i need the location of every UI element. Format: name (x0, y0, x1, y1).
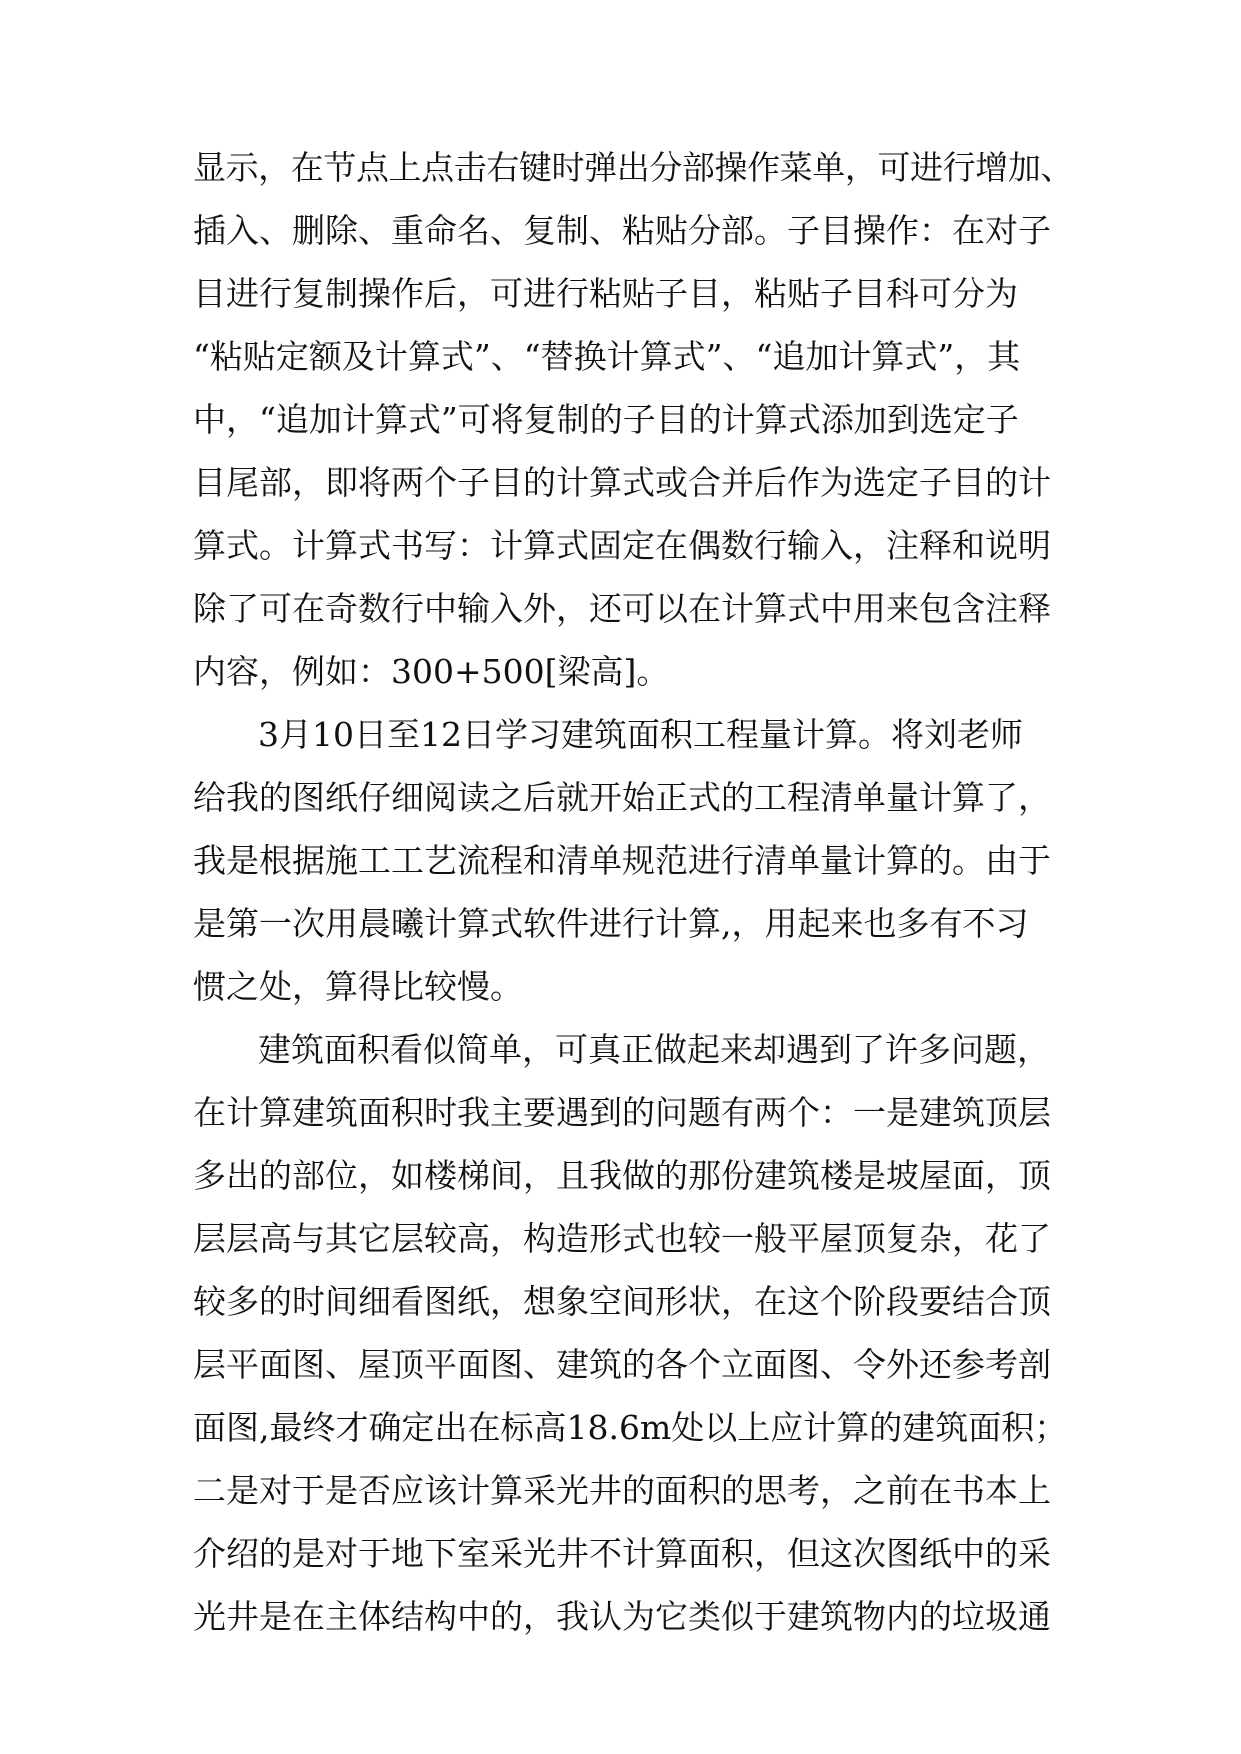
text-line: 二是对于是否应该计算采光井的面积的思考，之前在书本上 (193, 1471, 1051, 1510)
text-line: 算式。计算式书写：计算式固定在偶数行输入，注释和说明 (193, 526, 1051, 565)
text-line: 层层高与其它层较高，构造形式也较一般平屋顶复杂，花了 (193, 1219, 1051, 1258)
text-line: 3月10日至12日学习建筑面积工程量计算。将刘老师 (258, 715, 1023, 754)
text-line: 面图,最终才确定出在标高18.6m处以上应计算的建筑面积； (193, 1408, 1068, 1447)
text-line: 除了可在奇数行中输入外，还可以在计算式中用来包含注释 (193, 589, 1051, 628)
text-line: 多出的部位，如楼梯间，且我做的那份建筑楼是坡屋面，顶 (193, 1156, 1051, 1195)
text-line: 目尾部，即将两个子目的计算式或合并后作为选定子目的计 (193, 463, 1051, 502)
text-line: 显示，在节点上点击右键时弹出分部操作菜单，可进行增加、 (193, 148, 1074, 187)
text-line: 是第一次用晨曦计算式软件进行计算,，用起来也多有不习 (193, 904, 1029, 943)
text-line: 目进行复制操作后，可进行粘贴子目，粘贴子目科可分为 (193, 274, 1018, 313)
text-line: 中，“追加计算式”可将复制的子目的计算式添加到选定子 (193, 400, 1019, 439)
text-line: 层平面图、屋顶平面图、建筑的各个立面图、令外还参考剖 (193, 1345, 1051, 1384)
text-line: 建筑面积看似简单，可真正做起来却遇到了许多问题， (258, 1030, 1050, 1069)
text-line: 内容，例如：300+500[梁高]。 (193, 652, 670, 691)
text-line: 插入、删除、重命名、复制、粘贴分部。子目操作：在对子 (193, 211, 1051, 250)
text-line: “粘贴定额及计算式”、“替换计算式”、“追加计算式”，其 (193, 337, 1021, 376)
text-line: 光井是在主体结构中的，我认为它类似于建筑物内的垃圾通 (193, 1597, 1051, 1636)
text-line: 在计算建筑面积时我主要遇到的问题有两个：一是建筑顶层 (193, 1093, 1051, 1132)
text-line: 我是根据施工工艺流程和清单规范进行清单量计算的。由于 (193, 841, 1051, 880)
text-line: 介绍的是对于地下室采光井不计算面积，但这次图纸中的采 (193, 1534, 1051, 1573)
text-line: 惯之处，算得比较慢。 (193, 967, 523, 1006)
text-line: 较多的时间细看图纸，想象空间形状，在这个阶段要结合顶 (193, 1282, 1051, 1321)
text-line: 给我的图纸仔细阅读之后就开始正式的工程清单量计算了， (193, 778, 1051, 817)
